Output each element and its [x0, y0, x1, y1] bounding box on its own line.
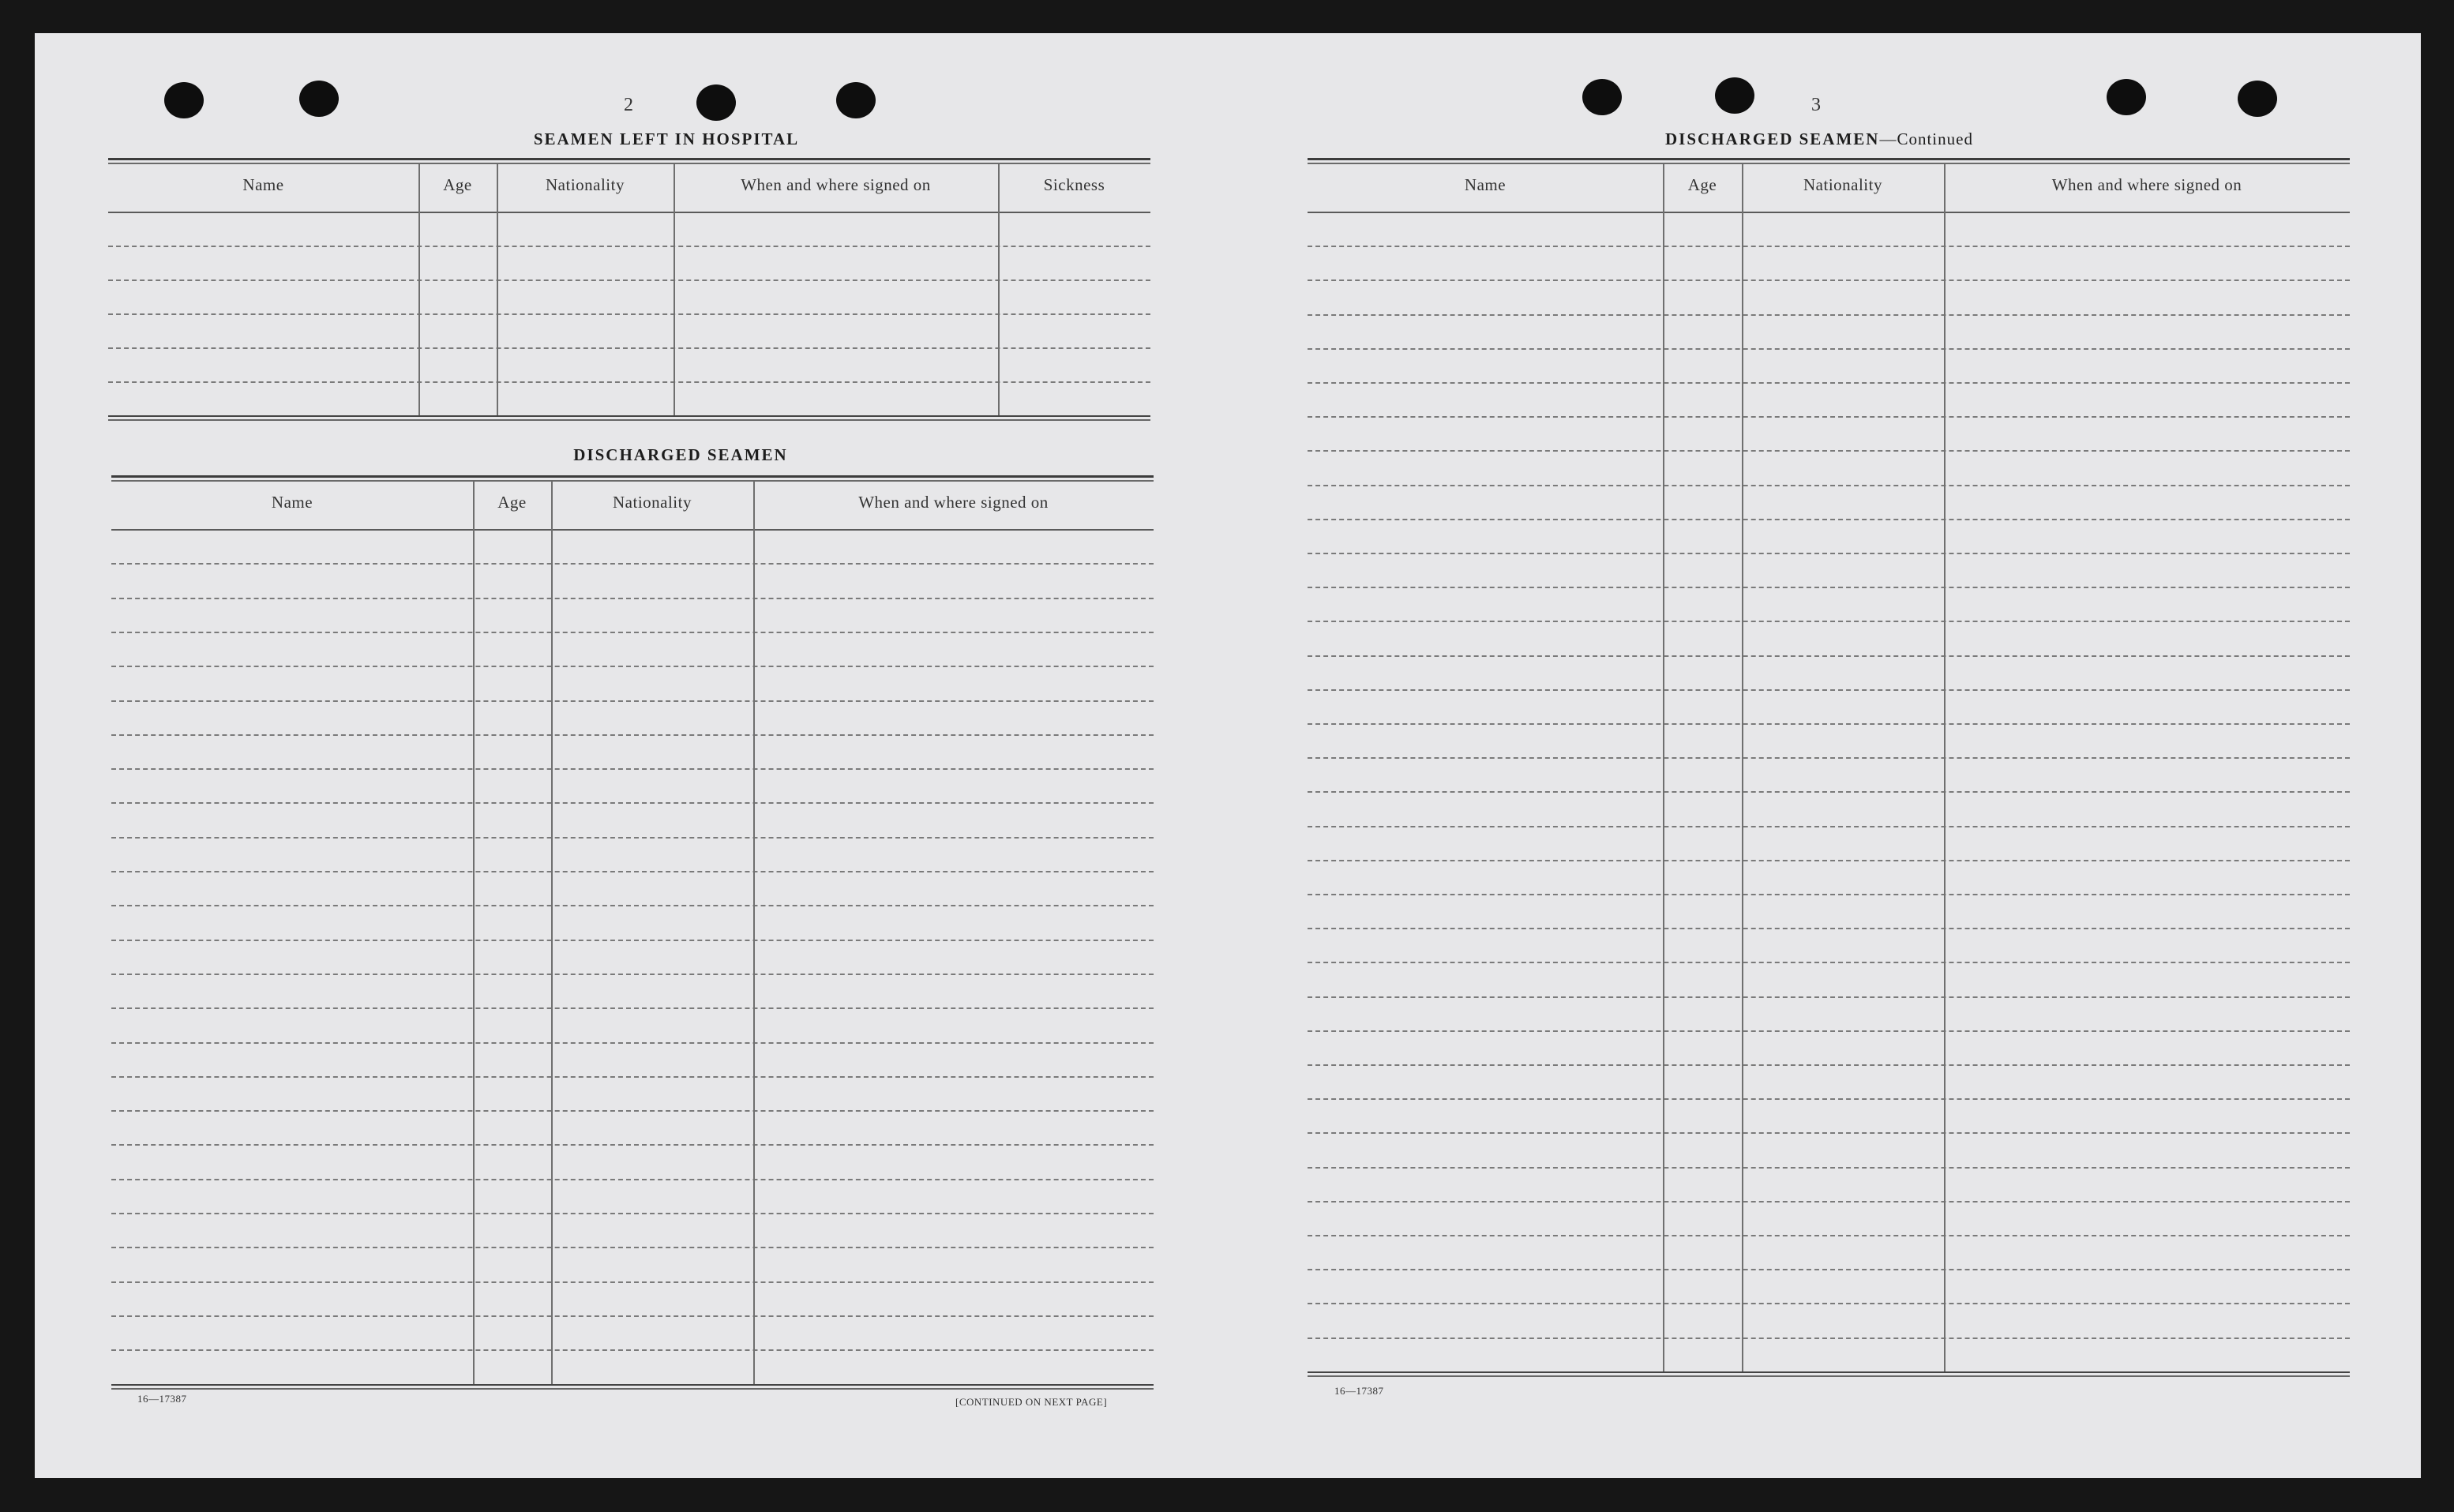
- table-row-line: [108, 280, 1150, 281]
- table-row-line: [111, 632, 1154, 633]
- table-row-line: [1308, 962, 2350, 963]
- table-row-line: [1308, 587, 2350, 588]
- column-header: When and where signed on: [2051, 175, 2242, 194]
- table-row-line: [1308, 826, 2350, 827]
- column-header: When and where signed on: [741, 175, 931, 194]
- column-divider: [497, 164, 498, 415]
- column-header: Age: [497, 493, 527, 512]
- table-row-line: [1308, 1235, 2350, 1236]
- table-row-line: [111, 1349, 1154, 1351]
- table-row-line: [111, 1042, 1154, 1044]
- table-row-line: [108, 381, 1150, 383]
- table-row-line: [111, 563, 1154, 565]
- table-row-line: [1308, 1269, 2350, 1270]
- table-row-line: [1308, 791, 2350, 793]
- column-divider: [418, 164, 420, 415]
- table-row-line: [1308, 621, 2350, 622]
- table-row-line: [111, 1315, 1154, 1317]
- table-row-line: [111, 905, 1154, 906]
- table-row-line: [1308, 1201, 2350, 1202]
- page-number-left: 2: [624, 95, 633, 115]
- table-row-line: [1308, 382, 2350, 384]
- column-header: Nationality: [1803, 175, 1882, 194]
- punch-hole: [2238, 81, 2277, 117]
- table-row-line: [1308, 416, 2350, 418]
- table-row-line: [1308, 1167, 2350, 1169]
- page-number-right: 3: [1811, 95, 1821, 115]
- column-header: Nationality: [613, 493, 692, 512]
- table-row-line: [111, 1247, 1154, 1248]
- continued-section-title: [1503, 129, 2135, 149]
- punch-hole: [1715, 77, 1754, 114]
- discharged-table: [111, 475, 1154, 1427]
- table-row-line: [1308, 280, 2350, 281]
- column-header: Age: [443, 175, 472, 194]
- table-row-line: [108, 347, 1150, 349]
- column-divider: [551, 482, 553, 1384]
- table-row-line: [111, 837, 1154, 839]
- table-row-line: [111, 1179, 1154, 1180]
- table-header: [108, 164, 1150, 213]
- table-top-rule: [111, 475, 1154, 482]
- column-divider: [998, 164, 1000, 415]
- table-row-line: [1308, 246, 2350, 247]
- table-row-line: [1308, 1338, 2350, 1339]
- column-divider: [753, 482, 755, 1384]
- hospital-section-title: SEAMEN LEFT IN HOSPITAL: [533, 129, 800, 148]
- table-row-line: [111, 871, 1154, 872]
- column-header: Name: [1464, 175, 1507, 194]
- punch-hole: [836, 82, 876, 118]
- table-header: [111, 482, 1154, 531]
- table-row-line: [111, 734, 1154, 736]
- table-row-line: [111, 802, 1154, 804]
- discharged-continued-table: [1308, 158, 2350, 1413]
- punch-hole: [696, 84, 736, 121]
- table-bottom-rule: [111, 1384, 1154, 1390]
- discharged-section-title: DISCHARGED SEAMEN: [573, 445, 788, 464]
- column-divider: [674, 164, 675, 415]
- table-row-line: [1308, 1030, 2350, 1032]
- table-row-line: [1308, 655, 2350, 657]
- continued-title-suffix: —Continued: [1879, 129, 1973, 148]
- column-header: Name: [242, 175, 284, 194]
- table-row-line: [111, 1281, 1154, 1283]
- table-top-rule: [108, 158, 1150, 164]
- punch-hole: [299, 81, 339, 117]
- table-row-line: [111, 666, 1154, 667]
- table-row-line: [1308, 519, 2350, 520]
- table-row-line: [1308, 314, 2350, 316]
- column-divider: [1663, 164, 1664, 1371]
- table-row-line: [1308, 485, 2350, 486]
- table-row-line: [111, 1076, 1154, 1078]
- table-row-line: [1308, 928, 2350, 929]
- continued-title-main: DISCHARGED SEAMEN: [1665, 129, 1880, 148]
- table-row-line: [111, 1007, 1154, 1009]
- table-row-line: [111, 700, 1154, 702]
- punch-hole: [1582, 79, 1622, 115]
- table-row-line: [111, 974, 1154, 975]
- column-divider: [1944, 164, 1946, 1371]
- table-row-line: [111, 1144, 1154, 1146]
- table-bottom-rule: [1308, 1371, 2350, 1377]
- table-row-line: [1308, 996, 2350, 998]
- column-header: Nationality: [546, 175, 625, 194]
- column-header: Name: [271, 493, 313, 512]
- table-row-line: [111, 1110, 1154, 1112]
- column-divider: [473, 482, 475, 1384]
- table-top-rule: [1308, 158, 2350, 164]
- table-row-line: [1308, 757, 2350, 759]
- table-row-line: [1308, 1132, 2350, 1134]
- table-row-line: [1308, 348, 2350, 350]
- punch-hole: [164, 82, 204, 118]
- table-row-line: [111, 940, 1154, 941]
- table-row-line: [1308, 450, 2350, 452]
- table-row-line: [1308, 723, 2350, 725]
- table-row-line: [111, 1213, 1154, 1214]
- table-header: [1308, 164, 2350, 213]
- table-row-line: [1308, 1064, 2350, 1066]
- column-header: Sickness: [1043, 175, 1105, 194]
- table-row-line: [1308, 1098, 2350, 1100]
- form-number-right: 16—17387: [1334, 1385, 1384, 1397]
- table-row-line: [108, 246, 1150, 247]
- punch-hole: [2107, 79, 2146, 115]
- form-sheet: [35, 33, 2421, 1478]
- table-row-line: [111, 768, 1154, 770]
- hospital-table: [108, 158, 1150, 426]
- table-bottom-rule: [108, 415, 1150, 421]
- table-row-line: [111, 598, 1154, 599]
- table-row-line: [1308, 553, 2350, 554]
- column-header: When and where signed on: [858, 493, 1049, 512]
- column-header: Age: [1687, 175, 1717, 194]
- table-row-line: [1308, 894, 2350, 895]
- table-row-line: [1308, 689, 2350, 691]
- table-row-line: [108, 313, 1150, 315]
- continued-note: [CONTINUED ON NEXT PAGE]: [955, 1396, 1108, 1408]
- form-number-left: 16—17387: [137, 1393, 187, 1405]
- table-row-line: [1308, 1303, 2350, 1304]
- column-divider: [1742, 164, 1743, 1371]
- table-row-line: [1308, 860, 2350, 861]
